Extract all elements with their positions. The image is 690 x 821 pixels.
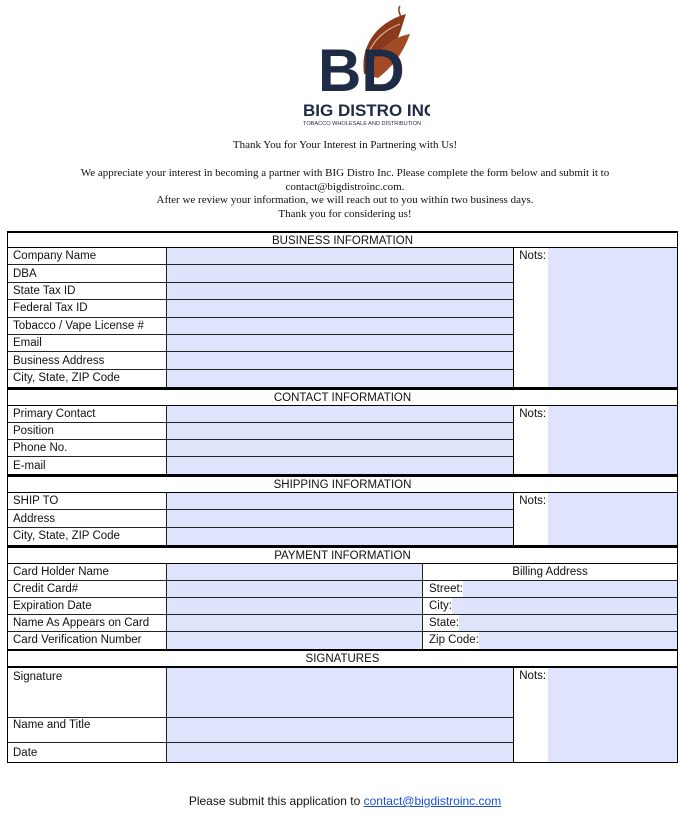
business-field-input[interactable] [167,370,513,387]
contact-section [7,406,678,476]
business-field-label: Tobacco / Vape License # [8,318,167,334]
intro-thanks: Thank You for Your Interest in Partnering with Us! [232,139,458,151]
signature-notes-input[interactable] [548,668,677,762]
contact-notes-input[interactable] [548,406,677,474]
notes-label: Nots: [519,670,547,683]
shipping-notes [513,493,677,545]
contact-email-link[interactable]: contact@bigdistroinc.com [363,794,502,808]
payment-label: Card Holder Name [8,564,167,580]
business-field-input[interactable] [167,352,513,368]
business-notes [513,248,677,387]
business-field-label: Federal Tax ID [8,300,167,316]
credit-card-input[interactable] [167,581,423,597]
svg-text:BD: BD [318,37,405,104]
contact-row [8,457,513,474]
notes-label: Nots: [519,408,547,421]
name-title-input[interactable] [167,718,513,742]
contact-field-input[interactable] [167,440,513,456]
footer-text: Please submit this application to [188,794,361,808]
date-input[interactable] [167,743,513,762]
application-form [7,231,678,763]
business-row [8,248,513,265]
billing-label: State: [429,617,460,630]
business-field-label: City, State, ZIP Code [8,370,167,387]
payment-row [8,581,677,598]
shipping-section-header: SHIPPING INFORMATION [7,476,678,493]
business-field-input[interactable] [167,248,513,264]
signatures-section [7,667,678,763]
contact-field-input[interactable] [167,406,513,422]
signature-row [8,718,513,743]
shipping-row [8,510,513,527]
business-field-label: DBA [8,265,167,281]
intro-line1: We appreciate your interest in becoming a partner with BIG Distro Inc. Please complete the form below and submit it to [80,167,610,179]
intro-line3: After we review your information, we will reach out to you within two business days. [156,194,534,206]
billing-zip-input[interactable] [479,632,677,649]
business-field-label: State Tax ID [8,283,167,299]
shipping-field-input[interactable] [167,493,513,509]
billing-city-input[interactable] [452,598,677,614]
shipping-section [7,493,678,547]
signature-label: Signature [8,668,167,717]
name-on-card-input[interactable] [167,615,423,631]
signatures-section-header: SIGNATURES [7,650,678,667]
shipping-field-input[interactable] [167,510,513,526]
billing-label: City: [429,600,452,613]
business-field-input[interactable] [167,335,513,351]
billing-address-heading: Billing Address [512,566,588,579]
logo-emblem [300,4,430,128]
business-row [8,283,513,300]
contact-section-header: CONTACT INFORMATION [7,389,678,406]
business-field-label: Company Name [8,248,167,264]
payment-label: Expiration Date [8,598,167,614]
date-label: Date [8,743,167,762]
svg-text:BIG DISTRO INC: BIG DISTRO INC [303,101,430,120]
business-field-input[interactable] [167,300,513,316]
card-verification-input[interactable] [167,632,423,649]
billing-label: Zip Code: [429,634,479,647]
payment-row [8,615,677,632]
payment-row [8,598,677,615]
expiration-date-input[interactable] [167,598,423,614]
shipping-row [8,493,513,510]
contact-row [8,440,513,457]
payment-label: Card Verification Number [8,632,167,649]
name-title-label: Name and Title [8,718,167,742]
business-field-input[interactable] [167,265,513,281]
billing-label: Street: [429,583,463,596]
business-row [8,335,513,352]
notes-label: Nots: [519,250,547,262]
svg-text:TOBACCO WHOLESALE AND DISTRIBU: TOBACCO WHOLESALE AND DISTRIBUTION [303,121,422,127]
contact-row [8,423,513,440]
payment-row [8,564,677,581]
business-field-input[interactable] [167,283,513,299]
business-row [8,300,513,317]
intro-line2: contact@bigdistroinc.com. [285,180,405,193]
contact-field-label: Phone No. [8,440,167,456]
business-field-label: Email [8,335,167,351]
signature-row [8,743,513,762]
business-field-label: Business Address [8,352,167,368]
billing-street-input[interactable] [463,581,677,597]
shipping-field-input[interactable] [167,528,513,545]
contact-notes [513,406,677,474]
payment-section-header: PAYMENT INFORMATION [7,547,678,564]
business-row [8,352,513,369]
shipping-field-label: City, State, ZIP Code [8,528,167,545]
shipping-field-label: Address [8,510,167,526]
business-row [8,318,513,335]
submit-instructions [0,794,690,808]
shipping-notes-input[interactable] [548,493,677,545]
payment-label: Credit Card# [8,581,167,597]
business-field-input[interactable] [167,318,513,334]
contact-row [8,406,513,423]
shipping-field-label: SHIP TO [8,493,167,509]
payment-label: Name As Appears on Card [8,615,167,631]
payment-row [8,632,677,649]
billing-state-input[interactable] [459,615,677,631]
signature-notes [513,668,677,762]
signature-row [8,668,513,718]
signature-input[interactable] [167,668,513,717]
contact-field-input[interactable] [167,457,513,474]
card-holder-name-input[interactable] [167,564,423,580]
payment-section [7,564,678,650]
business-notes-input[interactable] [548,248,677,387]
business-row [8,370,513,387]
contact-field-label: Primary Contact [8,406,167,422]
contact-field-label: Position [8,423,167,439]
company-logo [300,4,430,128]
contact-field-label: E-mail [8,457,167,474]
contact-field-input[interactable] [167,423,513,439]
business-section-header: BUSINESS INFORMATION [7,231,678,248]
notes-label: Nots: [519,495,547,508]
business-section [7,248,678,389]
shipping-row [8,528,513,545]
business-row [8,265,513,282]
intro-line4: Thank you for considering us! [278,207,412,220]
